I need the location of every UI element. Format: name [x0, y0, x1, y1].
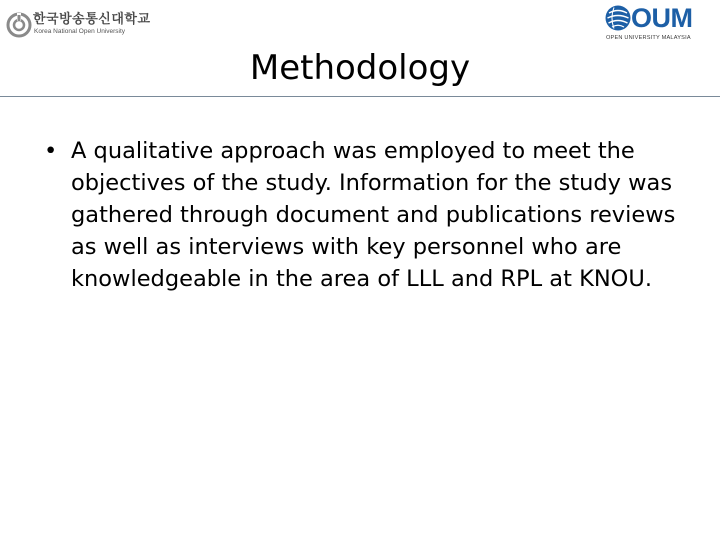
knou-english-name: Korea National Open University	[34, 28, 126, 35]
bullet-marker: •	[44, 138, 58, 164]
oum-wordmark: OUM	[631, 3, 693, 33]
title-divider	[0, 96, 720, 97]
bullet-text: A qualitative approach was employed to meet the objectives of the study. Information for the study was gathered through document and publications reviews as well as interviews with key personnel who are knowledgeable in the area of LLL and RPL at KNOU.	[71, 138, 676, 292]
bullet-item	[44, 135, 684, 295]
oum-globe-icon	[604, 4, 632, 32]
slide-title: Methodology	[249, 48, 471, 88]
oum-tagline: OPEN UNIVERSITY MALAYSIA	[606, 35, 691, 41]
oum-logo	[604, 4, 716, 44]
knou-emblem-icon	[6, 12, 32, 38]
knou-korean-name: 한국방송통신대학교	[33, 12, 151, 27]
knou-logo	[6, 12, 151, 38]
bullet-list	[44, 135, 684, 295]
